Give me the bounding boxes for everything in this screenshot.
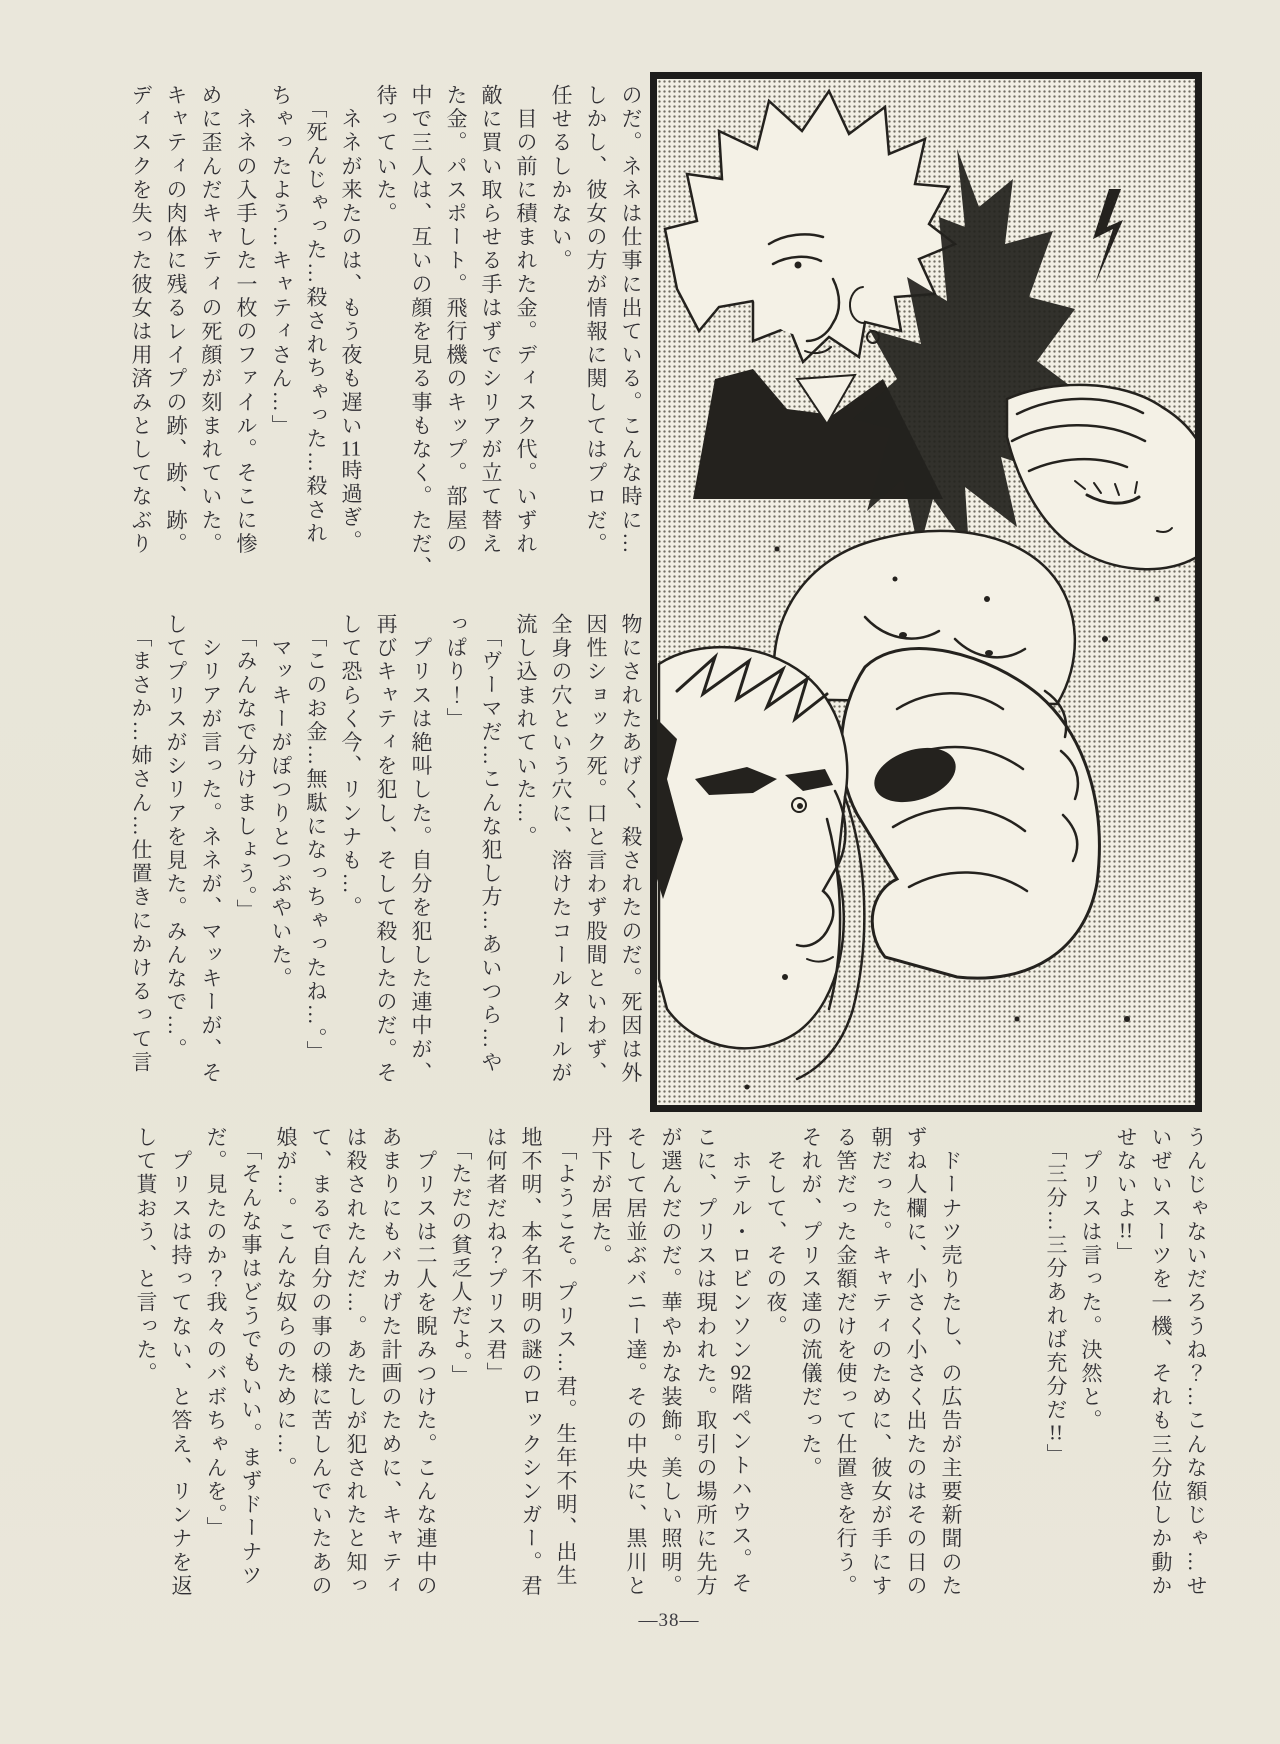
narrative-block-bottom	[128, 1126, 1213, 1648]
text-column: 流し込まれていた…。	[514, 613, 538, 849]
text-column: それが、プリス達の流儀だった。	[799, 1126, 823, 1480]
text-column: 「そんな事はどうでもいい。まずドーナツ	[239, 1126, 263, 1588]
text-column	[1003, 1126, 1038, 1648]
text-column: して貰おう、と言った。	[134, 1126, 158, 1386]
narrative-block-middle	[123, 613, 648, 1115]
page-number: ―38―	[638, 1610, 700, 1631]
profile-character-face	[657, 647, 864, 1079]
text-column: プリスは持ってない、と答え、リンナを返	[169, 1126, 193, 1598]
text-column: ずね人欄に、小さく小さく出たのはその日の	[904, 1126, 928, 1598]
text-column: た金。パスポート。飛行機のキップ。部屋の	[444, 84, 468, 556]
text-column: 待っていた。	[374, 84, 398, 226]
text-column: 任せるしかない。	[549, 84, 573, 273]
text-column: 「ようこそ。プリス…君。生年不明、出生	[554, 1126, 578, 1588]
text-column: して恐らく今、リンナも…。	[339, 613, 363, 920]
reclining-character-face	[1007, 385, 1195, 569]
text-column: してプリスがシリアを見た。みんなで…。	[164, 613, 188, 1062]
text-column: だ。見たのか？我々のバボちゃんを。」	[204, 1126, 228, 1541]
lightning-streak	[1093, 189, 1123, 284]
text-column	[968, 1126, 1003, 1648]
text-column: うんじゃないだろうね？…こんな額じゃ…せ	[1184, 1126, 1208, 1598]
text-column: 朝だった。キャティのために、彼女が手にす	[869, 1126, 893, 1598]
text-column: 物にされたあげく、殺されたのだ。死因は外	[619, 613, 643, 1085]
text-column: シリアが言った。ネネが、マッキーが、そ	[199, 613, 223, 1085]
text-column: て、まるで自分の事の様に苦しんでいたあの	[309, 1126, 333, 1598]
text-column: 中で三人は、互いの顔を見る事もなく。ただ、	[409, 84, 433, 580]
text-column: 全身の穴という穴に、溶けたコールタールが	[549, 613, 573, 1085]
text-column: 地不明、本名不明の謎のロックシンガー。君	[519, 1126, 543, 1598]
text-column: あまりにもバカげた計画のために、キャティ	[379, 1126, 403, 1598]
text-column: マッキーがぽつりとつぶやいた。	[269, 613, 293, 991]
text-column: 丹下が居た。	[589, 1126, 613, 1268]
text-column: せないよ!!」	[1114, 1126, 1138, 1266]
text-column: しかし、彼女の方が情報に関してはプロだ。	[584, 84, 608, 556]
illustration-art	[657, 79, 1195, 1105]
text-column: プリスは言った。決然と。	[1079, 1126, 1103, 1433]
text-column: 敵に買い取らせる手はずでシリアが立て替え	[479, 84, 503, 556]
text-column: が選んだのだ。華やかな装飾。美しい照明。	[659, 1126, 683, 1598]
text-column: プリスは絶叫した。自分を犯した連中が、	[409, 613, 433, 1085]
text-column: 「このお金…無駄になっちゃったね…。」	[304, 613, 328, 1064]
text-column: 「ただの貧乏人だよ。」	[449, 1126, 473, 1389]
text-column: 「ヴーマだ…こんな犯し方…あいつら…や	[479, 613, 503, 1075]
text-column: めに歪んだキャティの死顔が刻まれていた。	[199, 84, 223, 556]
text-column: る筈だった金額だけを使って仕置きを行う。	[834, 1126, 858, 1598]
narrative-block-top	[123, 84, 648, 589]
text-column: 娘が…。こんな奴らのために…。	[274, 1126, 298, 1480]
text-column: のだ。ネネは仕事に出ている。こんな時に…	[619, 84, 643, 556]
text-column: プリスは二人を睨みつけた。こんな連中の	[414, 1126, 438, 1598]
text-column: ネネの入手した一枚のファイル。そこに惨	[234, 84, 258, 556]
text-column: は何者だね？プリス君」	[484, 1126, 508, 1386]
text-column: そして、その夜。	[764, 1126, 788, 1339]
text-column: っぱり！」	[444, 613, 468, 731]
text-column: 因性ショック死。口と言わず股間といわず、	[584, 613, 608, 1085]
text-column: 「三分…三分あれば充分だ!!」	[1044, 1126, 1068, 1467]
text-column: こに、プリスは現われた。取引の場所に先方	[694, 1126, 718, 1598]
text-column: 「まさか…姉さん…仕置きにかけるって言	[129, 613, 153, 1075]
text-column: は殺されたんだ…。あたしが犯されたと知っ	[344, 1126, 368, 1598]
text-column: 「死んじゃった…殺されちゃった…殺され	[304, 84, 328, 546]
text-column: 再びキャティを犯し、そして殺したのだ。そ	[374, 613, 398, 1085]
text-column: そして居並ぶバニー達。その中央に、黒川と	[624, 1126, 648, 1598]
text-column: 「みんなで分けましょう。」	[234, 613, 258, 923]
text-column: ホテル・ロビンソン92階ペントハウス。そ	[729, 1126, 753, 1596]
text-column: ネネが来たのは、もう夜も遅い11時過ぎ。	[339, 84, 363, 554]
text-column: いぜいスーツを一機、それも三分位しか動か	[1149, 1126, 1173, 1598]
text-column: キャティの肉体に残るレイプの跡、跡、跡。	[164, 84, 188, 556]
manga-illustration	[650, 72, 1202, 1112]
text-column: 目の前に積まれた金。ディスク代。いずれ	[514, 84, 538, 556]
text-column: ドーナツ売りたし、の広告が主要新聞のた	[939, 1126, 963, 1598]
text-column: ディスクを失った彼女は用済みとしてなぶり	[129, 84, 153, 556]
text-column: ちゃったよう…キャティさん…」	[269, 84, 293, 438]
